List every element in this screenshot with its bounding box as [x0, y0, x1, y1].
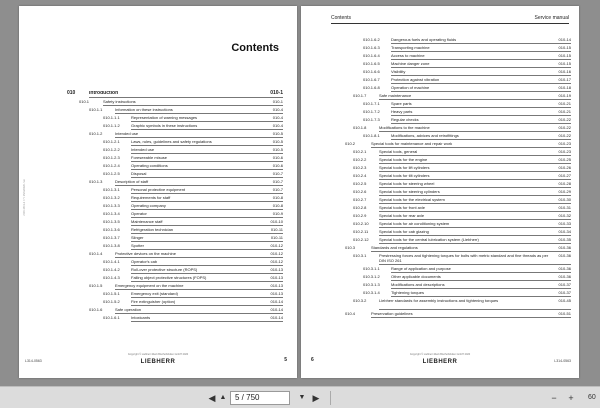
toc-number: 010.1.4.3 — [103, 275, 120, 280]
toc-page: 010-17 — [558, 77, 571, 82]
toc-entry[interactable] — [79, 98, 283, 106]
toc-title: Special tools for rear axle — [379, 213, 425, 218]
toc-entry[interactable] — [345, 244, 571, 252]
toc-title: Special tools for front axle — [379, 205, 426, 210]
toc-number: 010.1.2.2 — [103, 147, 120, 152]
toc-number: 010.1.6.4 — [363, 53, 380, 58]
toc-page: 010-51 — [558, 311, 571, 316]
toc-page: 010-28 — [558, 181, 571, 186]
toc-page: 010-22 — [558, 117, 571, 122]
toc-title: Liebherr standards for assembly instructions and tightening torques — [379, 298, 499, 303]
toc-page: 010-36 — [558, 253, 571, 258]
toc-number: 010.1.2.3 — [103, 155, 120, 160]
toc-title: Representation of warning messages — [131, 115, 198, 120]
toc-number: 010.1.1.2 — [103, 123, 120, 128]
toc-number: 010.1.2.5 — [103, 171, 120, 176]
toc-entry[interactable] — [103, 274, 283, 282]
toc-page: 010-36 — [558, 266, 571, 271]
toc-page: 010-13 — [270, 283, 283, 288]
toc-title: Dangerous fuels and operating fluids — [391, 37, 457, 42]
toc-title: Laws, rules, guidelines and safety regulations — [131, 139, 212, 144]
toc-number: 010.1.6.7 — [363, 77, 380, 82]
next-page-icon[interactable]: ▶ — [312, 393, 320, 403]
page-title: Contents — [231, 42, 279, 54]
toc-number: 010.2.12 — [353, 237, 369, 242]
toc-number: 010.1.3.8 — [103, 243, 120, 248]
toc-title: Requirements for staff — [131, 195, 171, 200]
toc-page: 010-15 — [558, 45, 571, 50]
toc-number: 010.1.6.6 — [363, 69, 380, 74]
toc-entry[interactable] — [103, 146, 283, 154]
toc-entry[interactable] — [103, 290, 283, 298]
toc-page: 010-1 — [272, 99, 283, 104]
toc-entry[interactable] — [363, 265, 571, 273]
toc-number: 010.1.1.1 — [103, 115, 120, 120]
toc-title: Roll-over protective structure (ROPS) — [131, 267, 198, 272]
toc-page: 010-9 — [272, 211, 283, 216]
toc-page: 010-14 — [270, 307, 283, 312]
toc-number: 010.1.2.1 — [103, 139, 120, 144]
toc-entry[interactable] — [363, 60, 571, 68]
toc-entry[interactable] — [89, 250, 283, 258]
toc-page: 010-4 — [272, 115, 283, 120]
toc-page: 010-4 — [272, 107, 283, 112]
toc-title: Operator's cab — [131, 259, 158, 264]
toc-title: Special tools for maintenance and repair work — [371, 141, 453, 146]
toc-entry[interactable] — [89, 306, 283, 314]
toc-number: 010.1.6.5 — [363, 61, 380, 66]
toc-entry[interactable] — [353, 236, 571, 244]
toc-page: 010-13 — [270, 275, 283, 280]
toc-number: 010.1.8 — [353, 125, 367, 130]
viewer-toolbar — [0, 386, 600, 408]
toc-title: Special tools for air conditioning system — [379, 221, 450, 226]
toc-number: 010.2.9 — [353, 213, 367, 218]
side-code: L509-1501-2 / 7 / 15/11/2020 / en — [23, 179, 26, 216]
toc-title: Graphic symbols in these instructions — [131, 123, 198, 128]
toc-page: 010-15 — [558, 53, 571, 58]
toc-title: Personal protective equipment — [131, 187, 186, 192]
toc-title: Introduction — [89, 91, 119, 96]
toc-entry[interactable] — [353, 180, 571, 188]
toc-number: 010.1.6.2 — [363, 37, 380, 42]
toc-number: 010.2.3 — [353, 165, 367, 170]
toc-page: 010-4 — [272, 123, 283, 128]
toc-title: Intoxicants — [131, 315, 151, 320]
toc-title: Modifications, advices and retrofittings — [391, 133, 459, 138]
toc-number: 010.1.7.1 — [363, 101, 380, 106]
toc-title: Machine danger zone — [391, 61, 430, 66]
toc-entry[interactable] — [363, 52, 571, 60]
toc-page: 010-35 — [558, 237, 571, 242]
toc-title: Access to machine — [391, 53, 425, 58]
toc-number: 010.2.1 — [353, 149, 367, 154]
toc-page: 010-5 — [272, 131, 283, 136]
toc-title: Special tools for the central lubrication system (Liebherr) — [379, 237, 479, 242]
toc-title: Special tools for steering cylinders — [379, 189, 440, 194]
toc-entry[interactable] — [103, 234, 283, 242]
toc-number: 010.1.6.1 — [103, 315, 120, 320]
toc-page: 010-5 — [272, 147, 283, 152]
toc-rule — [131, 321, 283, 322]
toc-number: 010.1.3.6 — [103, 227, 120, 232]
toc-page: 010-11 — [270, 227, 283, 232]
toc-entry[interactable] — [103, 114, 283, 122]
zoom-in-icon[interactable]: + — [568, 393, 574, 403]
toc-entry[interactable] — [103, 202, 283, 210]
toc-number: 010.3.1.1 — [363, 266, 380, 271]
toc-title: Foreseeable misuse — [131, 155, 168, 160]
toc-page: 010-7 — [272, 171, 283, 176]
toc-title: Prestressing forces and tightening torques for bolts with metric standard and fine threads as per DIN ISO 261 — [379, 253, 549, 263]
toc-title: Special tools for lift cylinders — [379, 165, 430, 170]
toc-page: 010-31 — [558, 205, 571, 210]
toc-number: 010.1.5.1 — [103, 291, 120, 296]
toc-title: Operating company — [131, 203, 166, 208]
toc-entry[interactable] — [103, 314, 283, 322]
toc-page: 010-7 — [272, 179, 283, 184]
toc-title: Emergency exit (standard) — [131, 291, 178, 296]
toc-title: Preservation guidelines — [371, 311, 413, 316]
toc-entry[interactable] — [363, 100, 571, 108]
toc-page: 010-22 — [558, 133, 571, 138]
toc-page: 010-1 — [270, 90, 283, 96]
toc-title: Safety instructions — [103, 99, 136, 104]
toc-title: Operator — [131, 211, 147, 216]
toc-page: 010-6 — [272, 163, 283, 168]
toc-page: 010-11 — [270, 235, 283, 240]
toc-title: Modifications to the machine — [379, 125, 430, 130]
toc-entry[interactable] — [363, 76, 571, 84]
toc-entry[interactable] — [353, 92, 571, 100]
liebherr-logo: LIEBHERR — [422, 359, 458, 365]
toc-number: 010.1.2.4 — [103, 163, 120, 168]
toc-title: Disposal — [131, 171, 147, 176]
toc-page: 010-33 — [558, 221, 571, 226]
header-right: Service manual — [534, 15, 569, 21]
toc-title: Operating conditions — [131, 163, 168, 168]
toc-page: 010-34 — [558, 229, 571, 234]
toc-title: Description of staff — [115, 179, 149, 184]
toc-entry[interactable] — [353, 196, 571, 204]
toc-entry[interactable] — [103, 266, 283, 274]
toc-page: 010-21 — [558, 101, 571, 106]
toc-entry[interactable] — [353, 148, 571, 156]
toc-entry[interactable] — [363, 289, 571, 297]
toc-entry[interactable] — [353, 220, 571, 228]
toc-number: 010.1.3.5 — [103, 219, 120, 224]
header-left: Contents — [331, 15, 352, 21]
toc-number: 010.1.2 — [89, 131, 103, 136]
toc-entry[interactable] — [103, 258, 283, 266]
toc-title: Safe maintenance — [379, 93, 412, 98]
toc-title: Other applicable documents — [391, 274, 441, 279]
toc-title: Intended use — [131, 147, 155, 152]
toc-page: 010-25 — [558, 157, 571, 162]
toc-page: 010-37 — [558, 290, 571, 295]
toc-number: 010.1.4.1 — [103, 259, 120, 264]
toc-number: 010.1.5 — [89, 283, 103, 288]
toc-entry[interactable] — [363, 68, 571, 76]
toc-entry[interactable] — [353, 297, 571, 310]
toc-number: 010 — [67, 90, 76, 96]
toc-page: 010-8 — [272, 195, 283, 200]
toc-number: 010.3 — [345, 245, 356, 250]
toc-title: Special tools for the electrical system — [379, 197, 445, 202]
toc-entry[interactable] — [363, 116, 571, 124]
toc-entry[interactable] — [103, 194, 283, 202]
copyright-note: Copyright © Liebherr-Werk Bischofshofen GmbH 2020 — [127, 353, 189, 356]
toc-title: Protective devices on the machine — [115, 251, 176, 256]
toc-title: Falling object protective structures (FOPS) — [131, 275, 207, 280]
toc-entry[interactable] — [103, 186, 283, 194]
toc-entry[interactable] — [89, 178, 283, 186]
toc-page: 010-12 — [270, 251, 283, 256]
toc-number: 010.1.6.3 — [363, 45, 380, 50]
zoom-level[interactable]: 60 — [588, 394, 596, 401]
toc-page: 010-32 — [558, 213, 571, 218]
toc-page: 010-18 — [558, 85, 571, 90]
toc-title: Special tools for tilt cylinders — [379, 173, 430, 178]
toc-title: Transporting machine — [391, 45, 430, 50]
toc-entry[interactable] — [353, 204, 571, 212]
toc-page: 010-23 — [558, 149, 571, 154]
toc-entry[interactable] — [103, 298, 283, 306]
toc-title: Visibility — [391, 69, 406, 74]
toc-entry[interactable] — [103, 170, 283, 178]
toc-number: 010.3.1.4 — [363, 290, 380, 295]
toc-number: 010.2.8 — [353, 205, 367, 210]
toc-entry[interactable] — [89, 106, 283, 114]
toc-entry[interactable] — [363, 281, 571, 289]
toc-number: 010.2.4 — [353, 173, 367, 178]
toc-page: 010-12 — [270, 259, 283, 264]
toc-page: 010-45 — [558, 298, 571, 303]
toc-title: Information on these instructions — [115, 107, 173, 112]
toc-number: 010.1.3.1 — [103, 187, 120, 192]
toc-number: 010.1.3.2 — [103, 195, 120, 200]
toc-entry[interactable] — [363, 108, 571, 116]
toc-title: Emergency equipment on the machine — [115, 283, 184, 288]
toc-title: Standards and regulations — [371, 245, 418, 250]
toc-page: 010-6 — [272, 155, 283, 160]
toc-number: 010.4 — [345, 311, 356, 316]
page-number: 5 — [284, 357, 287, 363]
doc-id: L314-0563 — [25, 359, 42, 363]
toc-entry[interactable] — [345, 310, 571, 318]
toc-title: Spotter — [131, 243, 144, 248]
copyright-note: Copyright © Liebherr-Werk Bischofshofen GmbH 2020 — [409, 353, 471, 356]
previous-page-icon[interactable]: ◀ — [208, 393, 216, 403]
toc-page: 010-7 — [272, 187, 283, 192]
toc-entry[interactable] — [103, 122, 283, 130]
toc-number: 010.1.7.3 — [363, 117, 380, 122]
doc-id: L314-0563 — [554, 359, 571, 363]
toolbar-divider — [330, 391, 331, 405]
toc-number: 010.2.10 — [353, 221, 369, 226]
toc-title: Fire extinguisher (option) — [131, 299, 176, 304]
toc-entry[interactable] — [363, 36, 571, 44]
toc-number: 010.1.5.2 — [103, 299, 120, 304]
toc-number: 010.1.4.2 — [103, 267, 120, 272]
toc-number: 010.3.1 — [353, 253, 367, 258]
toc-entry[interactable] — [103, 210, 283, 218]
toc-entry[interactable] — [353, 252, 571, 265]
toc-title: Maintenance staff — [131, 219, 163, 224]
toc-number: 010.1.6.8 — [363, 85, 380, 90]
toc-page: 010-14 — [558, 37, 571, 42]
toc-title: Intended use — [115, 131, 139, 136]
document-page-left — [19, 6, 297, 378]
toc-entry[interactable] — [353, 164, 571, 172]
toc-number: 010.2.2 — [353, 157, 367, 162]
toc-page: 010-26 — [558, 165, 571, 170]
toc-page: 010-14 — [270, 315, 283, 320]
toc-entry[interactable] — [353, 172, 571, 180]
toc-page: 010-37 — [558, 282, 571, 287]
toc-page: 010-23 — [558, 141, 571, 146]
toc-number: 010.1.3.3 — [103, 203, 120, 208]
toc-title: Special tools for cab glazing — [379, 229, 429, 234]
toc-entry[interactable] — [353, 188, 571, 196]
toc-page: 010-21 — [558, 109, 571, 114]
toc-entry[interactable] — [103, 154, 283, 162]
toc-entry[interactable] — [103, 162, 283, 170]
toc-page: 010-30 — [558, 197, 571, 202]
toc-title: Tightening torques — [391, 290, 424, 295]
page-number-input[interactable]: 5 / 750 — [230, 391, 290, 405]
toc-page: 010-36 — [558, 274, 571, 279]
document-page-right — [301, 6, 579, 378]
toc-entry[interactable] — [103, 226, 283, 234]
toc-entry[interactable] — [353, 228, 571, 236]
zoom-out-icon[interactable]: − — [551, 393, 557, 403]
toc-title: Protection against vibration — [391, 77, 440, 82]
toc-entry[interactable] — [103, 242, 283, 250]
toc-number: 010.1.6 — [89, 307, 103, 312]
toc-page: 010-13 — [270, 267, 283, 272]
toc-entry[interactable] — [103, 218, 283, 226]
toc-page: 010-10 — [270, 219, 283, 224]
toc-number: 010.2 — [345, 141, 356, 146]
toc-rule — [371, 317, 571, 318]
toc-title: Refrigeration technician — [131, 227, 174, 232]
page-up-icon[interactable]: ▲ — [219, 394, 227, 401]
running-header — [331, 15, 569, 24]
toc-entry[interactable] — [353, 156, 571, 164]
toc-title: Heavy parts — [391, 109, 413, 114]
toc-page: 010-16 — [558, 69, 571, 74]
toc-page: 010-8 — [272, 203, 283, 208]
toc-entry[interactable] — [67, 90, 283, 98]
toc-entry[interactable] — [345, 140, 571, 148]
toc-entry[interactable] — [103, 138, 283, 146]
toc-title: Operation of machine — [391, 85, 430, 90]
toc-number: 010.3.2 — [353, 298, 367, 303]
toc-number: 010.2.11 — [353, 229, 369, 234]
page-down-icon[interactable]: ▼ — [298, 394, 306, 401]
toc-entry[interactable] — [353, 124, 571, 132]
toc-page: 010-22 — [558, 125, 571, 130]
toc-entry[interactable] — [353, 212, 571, 220]
toc-page: 010-5 — [272, 139, 283, 144]
toc-number: 010.1 — [79, 99, 90, 104]
toc-page: 010-36 — [558, 245, 571, 250]
toc-number: 010.1.8.1 — [363, 133, 380, 138]
toc-page: 010-15 — [558, 61, 571, 66]
toc-title: Special tools for the engine — [379, 157, 428, 162]
toc-entry[interactable] — [363, 132, 571, 140]
toc-number: 010.1.1 — [89, 107, 103, 112]
toc-title: Slinger — [131, 235, 144, 240]
toc-page: 010-27 — [558, 173, 571, 178]
toc-entry[interactable] — [363, 44, 571, 52]
toc-number: 010.2.5 — [353, 181, 367, 186]
toc-number: 010.1.7.2 — [363, 109, 380, 114]
toc-number: 010.1.3 — [89, 179, 103, 184]
toc-title: Range of application and purpose — [391, 266, 451, 271]
toc-page: 010-19 — [558, 93, 571, 98]
toc-entry[interactable] — [363, 84, 571, 92]
toc-entry[interactable] — [363, 273, 571, 281]
toc-number: 010.3.1.3 — [363, 282, 380, 287]
page-number: 6 — [311, 357, 314, 363]
toc-number: 010.3.1.2 — [363, 274, 380, 279]
toc-number: 010.1.4 — [89, 251, 103, 256]
toc-number: 010.1.7 — [353, 93, 367, 98]
toc-title: Special tools for steering wheel — [379, 181, 435, 186]
toc-number: 010.2.6 — [353, 189, 367, 194]
toc-entry[interactable] — [89, 282, 283, 290]
toc-entry[interactable] — [89, 130, 283, 138]
toc-number: 010.2.7 — [353, 197, 367, 202]
toc-title: Regular checks — [391, 117, 419, 122]
toc-title: Safe operation — [115, 307, 142, 312]
toc-page: 010-12 — [270, 243, 283, 248]
toc-number: 010.1.3.7 — [103, 235, 120, 240]
toc-number: 010.1.3.4 — [103, 211, 120, 216]
toc-title: Special tools, general — [379, 149, 418, 154]
toc-title: Modifications and descriptions — [391, 282, 445, 287]
toc-page: 010-14 — [270, 299, 283, 304]
liebherr-logo: LIEBHERR — [140, 359, 176, 365]
toc-page: 010-29 — [558, 189, 571, 194]
toc-title: Spare parts — [391, 101, 412, 106]
toc-page: 010-13 — [270, 291, 283, 296]
